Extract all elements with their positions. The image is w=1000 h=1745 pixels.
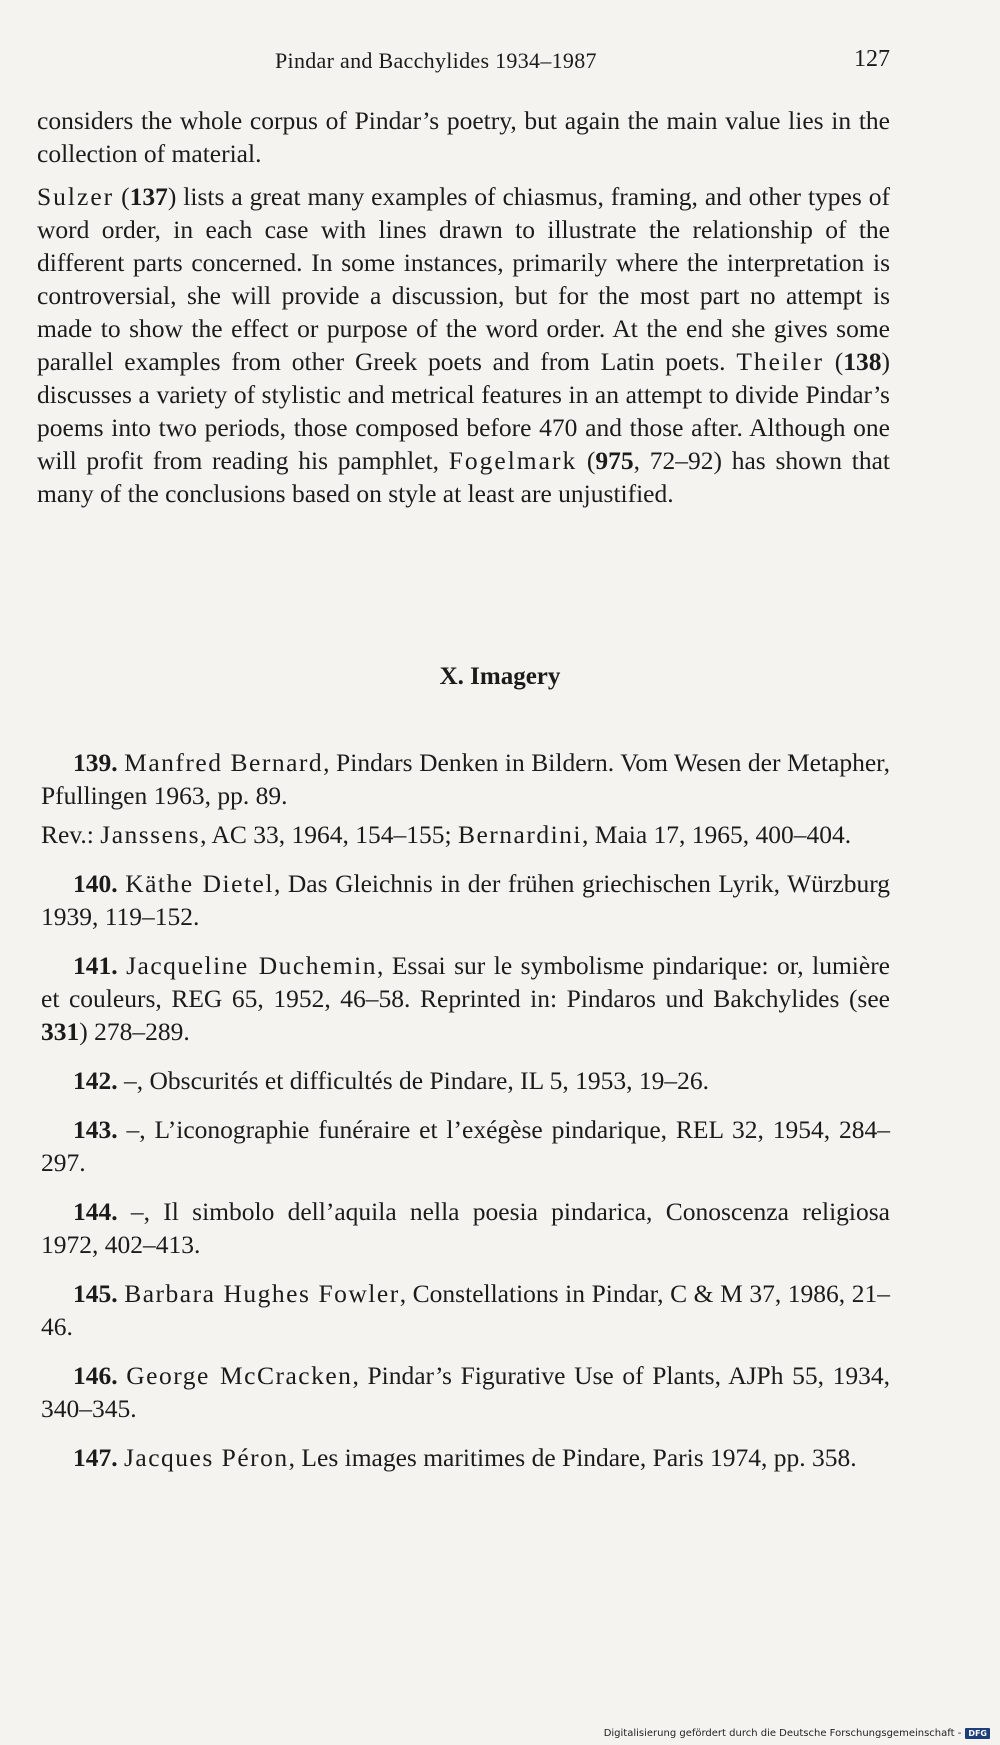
author-sulzer: Sulzer [37, 182, 115, 211]
paragraph-2-text-2: ) discusses a variety of stylistic and metrical features in an attempt to divide Pindar’s poems into two periods, those composed before 470 and those after. Although one will profit from reading his pamphlet, [37, 347, 891, 475]
entry-number: 140. [73, 869, 118, 898]
entry-text: ) 278–289. [79, 1017, 190, 1046]
bib-entry-140 [41, 867, 890, 933]
bib-entry-147 [41, 1441, 890, 1474]
author-fogelmark: Fogelmark [448, 446, 578, 475]
entry-text: –, Obscurités et difficultés de Pindare, IL 5, 1953, 19–26. [124, 1066, 709, 1095]
paragraph-2-text-1: ) lists a great many examples of chiasmus, framing, and other types of word order, in each case with lines drawn to illustrate the relationship of the different parts concerned. In some instances, primarily where the interpretation is controversial, she will provide a discussion, but for the most part no attempt is made to show the effect or purpose of the word order. At the end she gives some parallel examples from other Greek poets and from Latin poets. [37, 182, 890, 376]
bib-entry-142 [41, 1064, 890, 1097]
entry-text: , Constellations in Pindar, C & M 37, 1986, 21–46. [41, 1279, 890, 1341]
entry-number: 146. [73, 1361, 118, 1390]
entry-number: 139. [73, 748, 118, 777]
cross-ref-137: 137 [129, 182, 168, 211]
entry-text: , Essai sur le symbolisme pindarique: or, lumière et couleurs, REG 65, 1952, 46–58. Reprinted in: Pindaros und Bakchylides (see [41, 951, 891, 1013]
bib-entry-141 [41, 949, 890, 1048]
entry-author: Jacqueline Duchemin [126, 951, 377, 980]
bib-entry-144 [41, 1195, 890, 1261]
entry-text: , Das Gleichnis in der frühen griechischen Lyrik, Würzburg 1939, 119–152. [41, 869, 890, 931]
cross-ref-331: 331 [41, 1017, 80, 1046]
paragraph-2-text-3: , 72–92) has shown that many of the conclusions based on style at least are unjustified. [37, 446, 890, 508]
review-line-139 [41, 818, 890, 851]
dfg-logo-icon: DFG [965, 1728, 990, 1739]
paren-open: ( [114, 182, 130, 211]
entry-text: , Pindars Denken in Bildern. Vom Wesen der Metapher, Pfullingen 1963, pp. 89. [41, 748, 891, 810]
running-title: Pindar and Bacchylides 1934–1987 [275, 48, 597, 73]
entry-author: Manfred Bernard [124, 748, 324, 777]
cross-ref-975: 975 [595, 446, 634, 475]
entry-number: 145. [73, 1279, 118, 1308]
bibliography-list [41, 746, 890, 1490]
reviewer-name: Janssens [100, 820, 201, 849]
cross-ref-138: 138 [843, 347, 882, 376]
footer-credit: Digitalisierung gefördert durch die Deutsche Forschungsgemeinschaft - [603, 1728, 962, 1739]
paragraph-2 [37, 180, 890, 510]
section-heading: X. Imagery [439, 663, 561, 690]
bib-entry-145 [41, 1277, 890, 1343]
entry-author: Barbara Hughes Fowler [124, 1279, 400, 1308]
entry-number: 147. [73, 1443, 118, 1472]
review-text: , AC 33, 1964, 154–155; [200, 820, 458, 849]
entry-author: Käthe Dietel [125, 869, 274, 898]
paragraph-1: considers the whole corpus of Pindar’s poetry, but again the main value lies in the collection of material. [37, 106, 890, 168]
author-theiler: Theiler [736, 347, 824, 376]
reviewer-name: Bernardini [457, 820, 583, 849]
entry-author: Jacques Péron [124, 1443, 289, 1472]
body-text [37, 104, 890, 510]
paren-open: ( [577, 446, 596, 475]
page-number: 127 [854, 46, 890, 72]
entry-text: –, L’iconographie funéraire et l’exégèse pindarique, REL 32, 1954, 284–297. [41, 1115, 891, 1177]
review-text: , Maia 17, 1965, 400–404. [582, 820, 852, 849]
bib-entry-146 [41, 1359, 890, 1425]
review-prefix: Rev.: [41, 820, 101, 849]
entry-number: 144. [73, 1197, 118, 1226]
bib-entry-143 [41, 1113, 890, 1179]
bib-entry-139 [41, 746, 890, 812]
entry-author: George McCracken [126, 1361, 353, 1390]
running-head [0, 44, 1000, 84]
entry-text: , Les images maritimes de Pindare, Paris 1974, pp. 358. [288, 1443, 857, 1472]
paren-open: ( [823, 347, 844, 376]
entry-text: , Pindar’s Figurative Use of Plants, AJPh 55, 1934, 340–345. [41, 1361, 891, 1423]
digitization-footer [604, 1728, 990, 1739]
entry-number: 143. [73, 1115, 118, 1144]
entry-number: 142. [73, 1066, 118, 1095]
entry-text: –, Il simbolo dell’aquila nella poesia pindarica, Conoscenza religiosa 1972, 402–413. [41, 1197, 890, 1259]
entry-number: 141. [73, 951, 118, 980]
